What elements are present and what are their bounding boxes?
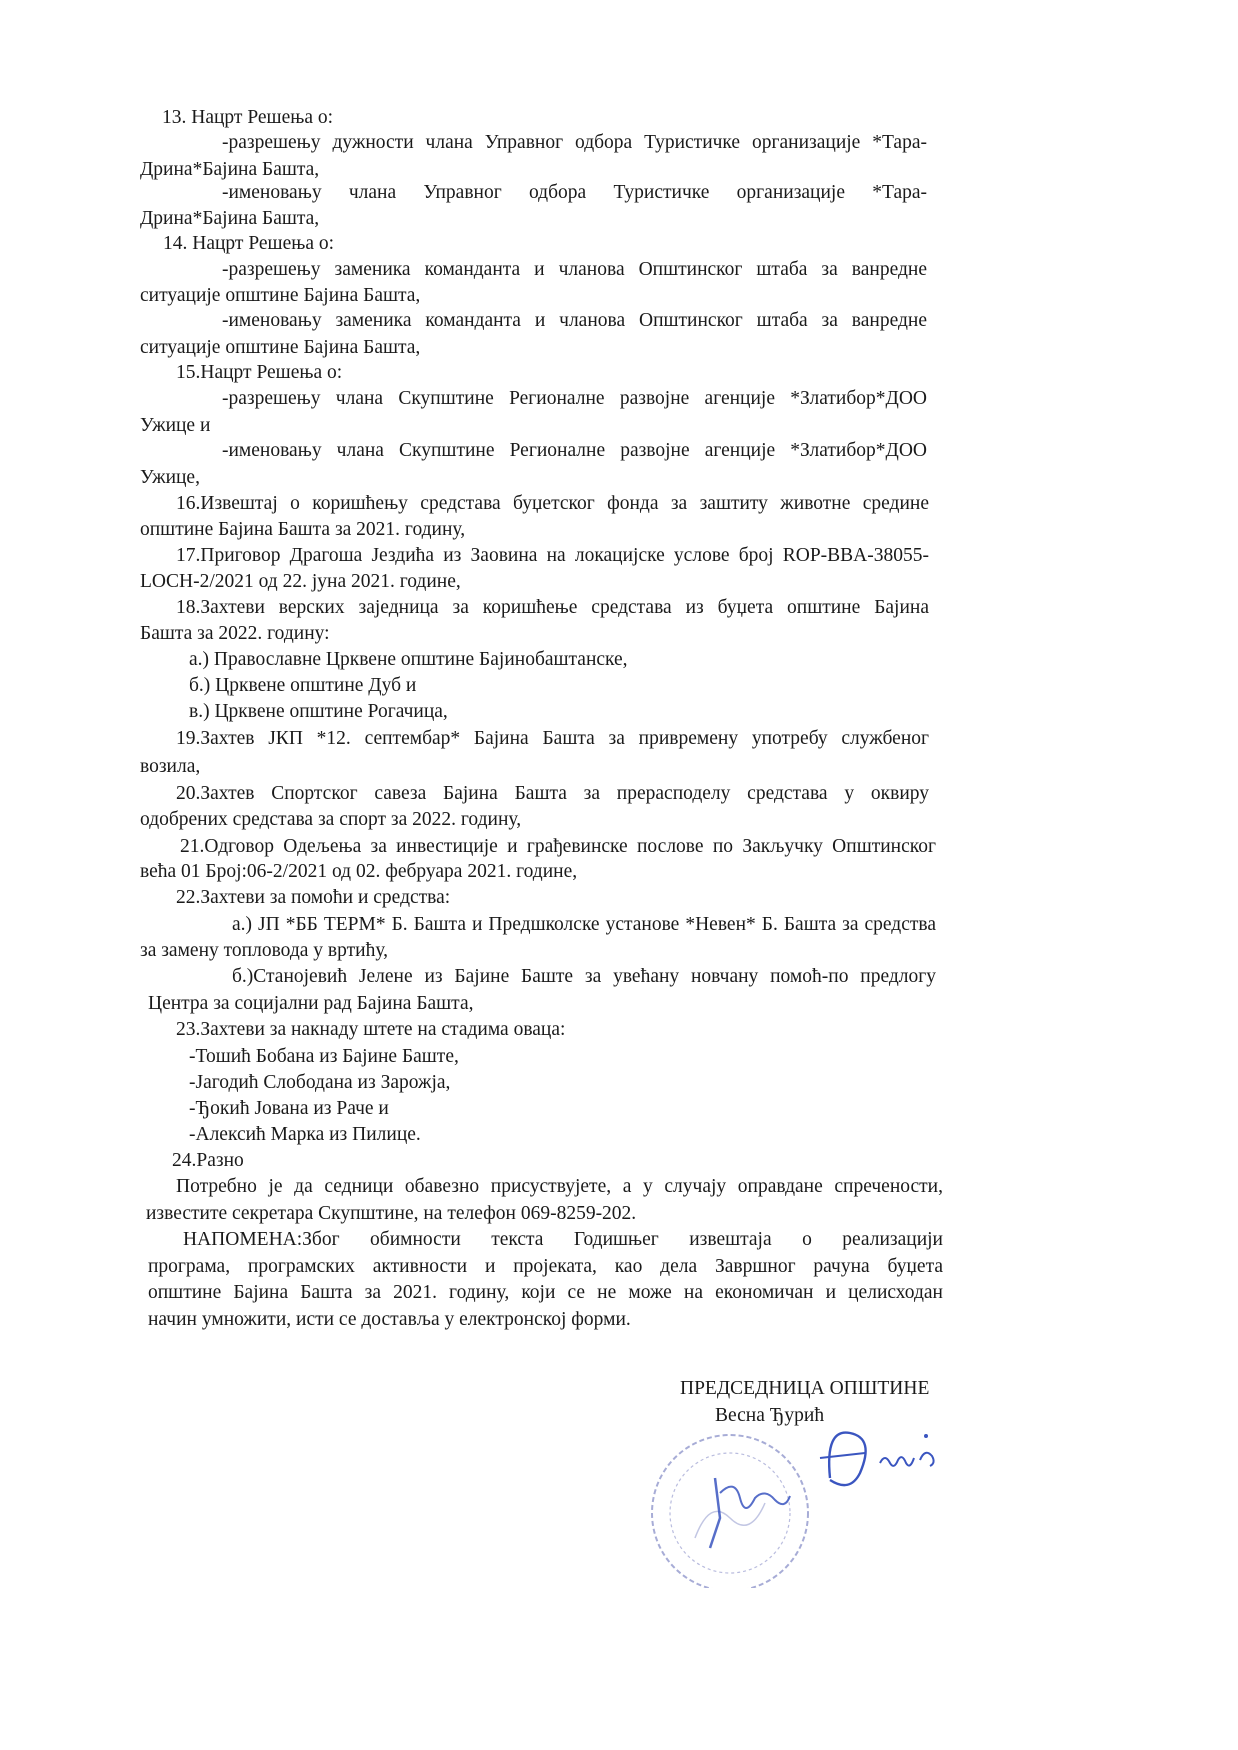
item-14-line: -именовању заменика команданта и чланова Општинског штаба за ванредне [222,310,927,331]
attendance-note: Потребно је да седници обавезно присуствујете, а у случају оправдане спречености, [176,1176,943,1197]
item-18-sub-c: в.) Црквене општине Рогачица, [189,701,448,722]
item-14-line: -разрешењу заменика команданта и чланова Општинског штаба за ванредне [222,259,927,280]
item-18-sub-a: а.) Православне Црквене општине Бајинобаштанске, [189,649,628,670]
item-22-sub-b-cont: Центра за социјални рад Бајина Башта, [148,993,474,1014]
item-17-line: 17.Приговор Драгоша Јездића из Заовина на локацијске услове број ROP-BBA-38055- [176,545,929,566]
signature-block [640,1368,1000,1568]
item-19-line: возила, [140,756,201,777]
item-22-sub-a-cont: за замену топловода у вртићу, [140,940,388,961]
item-18-line: Башта за 2022. годину: [140,623,330,644]
remark-note: НАПОМЕНА:Због обимности текста Годишњег извештаја о реализацији [183,1229,943,1250]
item-18-sub-b: б.) Црквене општине Дуб и [189,675,417,696]
item-21-line: 21.Одговор Одељења за инвестиције и грађевинске послове по Закључку Општинског [180,836,936,857]
item-15-heading: 15.Нацрт Решења о: [176,362,343,383]
item-13-line: -разрешењу дужности члана Управног одбора Туристичке организације *Тара- [222,132,927,153]
item-22-heading: 22.Захтеви за помоћи и средства: [176,887,451,908]
item-17-line: LOCH-2/2021 од 22. јуна 2021. године, [140,571,461,592]
item-13-line: Дрина*Бајина Башта, [140,159,320,180]
remark-note: општине Бајина Башта за 2021. годину, који се не може на економичан и целисходан [148,1282,943,1303]
item-14-heading: 14. Нацрт Решења о: [163,233,335,254]
remark-note: програма, програмских активности и пројеката, као дела Завршног рачуна буџета [148,1256,943,1277]
item-14-line: ситуације општине Бајина Башта, [140,285,421,306]
signatory-name: Весна Ђурић [715,1405,825,1426]
item-23-heading: 23.Захтеви за накнаду штете на стадима оваца: [176,1019,566,1040]
item-13-line: Дрина*Бајина Башта, [140,208,320,229]
signatory-title: ПРЕДСЕДНИЦА ОПШТИНЕ [680,1378,930,1399]
item-23-person: -Ђокић Јована из Раче и [189,1098,389,1119]
item-22-sub-b: б.)Станојевић Јелене из Бајине Баште за увећану новчану помоћ-по предлогу [232,966,936,987]
item-19-line: 19.Захтев ЈКП *12. септембар* Бајина Башта за привремену употребу службеног [176,728,929,749]
item-20-line: одобрених средстава за спорт за 2022. годину, [140,809,522,830]
item-13-heading: 13. Нацрт Решења о: [162,107,334,128]
item-20-line: 20.Захтев Спортског савеза Бајина Башта за прерасподелу средстава у оквиру [176,783,929,804]
item-23-person: -Алексић Марка из Пилице. [189,1124,421,1145]
item-16-line: општине Бајина Башта за 2021. годину, [140,519,466,540]
remark-note: начин умножити, исти се доставља у електронској форми. [148,1309,631,1330]
item-16-line: 16.Извештај о коришћењу средстава буџетског фонда за заштиту животне средине [176,493,929,514]
item-15-line: -именовању члана Скупштине Регионалне развојне агенције *Златибор*ДОО [222,440,927,461]
item-15-line: Ужице и [140,415,211,436]
item-24-heading: 24.Разно [172,1150,244,1171]
item-23-person: -Јагодић Слободана из Зарожја, [189,1072,451,1093]
item-13-line: -именовању члана Управног одбора Туристичке организације *Тара- [222,182,927,203]
item-21-line: већа 01 Број:06-2/2021 од 02. фебруара 2021. године, [140,861,578,882]
item-15-line: Ужице, [140,467,200,488]
item-22-sub-a: а.) ЈП *ББ ТЕРМ* Б. Башта и Предшколске установе *Невен* Б. Башта за средства [232,914,936,935]
handwritten-signature-icon [790,1408,990,1508]
attendance-note: известите секретара Скупштине, на телефон 069-8259-202. [146,1203,637,1224]
item-14-line: ситуације општине Бајина Башта, [140,337,421,358]
item-23-person: -Тошић Бобана из Бајине Баште, [189,1046,459,1067]
item-15-line: -разрешењу члана Скупштине Регионалне развојне агенције *Златибор*ДОО [222,388,927,409]
item-18-line: 18.Захтеви верских заједница за коришћење средстава из буџета општине Бајина [176,597,929,618]
